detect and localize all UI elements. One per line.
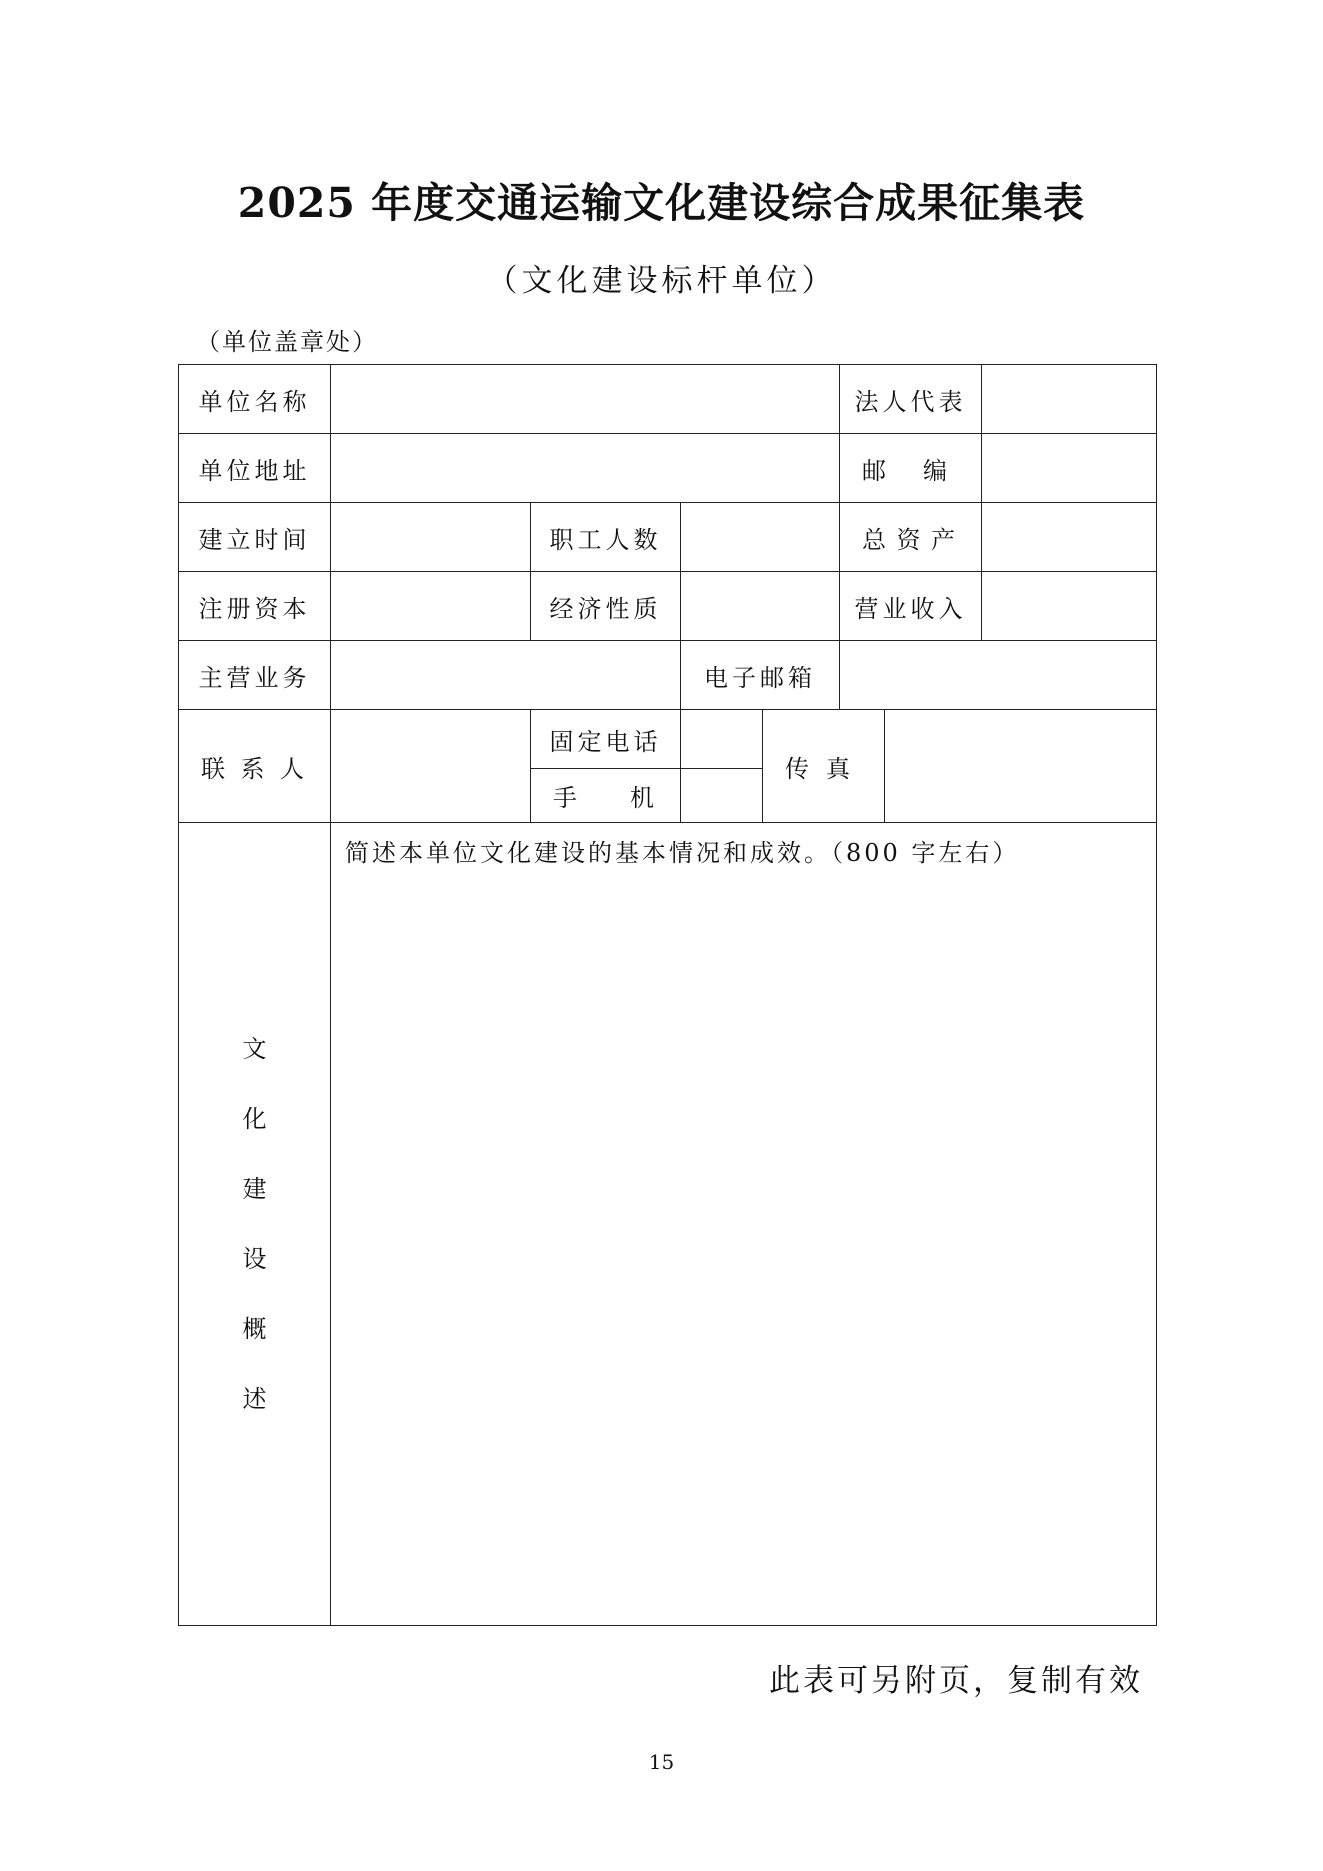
fax-label-char: 真 — [826, 754, 854, 783]
fax-label — [763, 710, 885, 823]
fax-field[interactable] — [885, 710, 1157, 823]
staff-count-field[interactable] — [681, 503, 840, 572]
overview-hint: 简述本单位文化建设的基本情况和成效。（800 字左右） — [345, 839, 1020, 867]
overview-label-char: 化 — [242, 1105, 271, 1133]
overview-label — [179, 823, 331, 1626]
contact-label — [179, 710, 331, 823]
staff-count-label: 职工人数 — [531, 503, 681, 572]
total-assets-label-char: 总 — [862, 525, 890, 554]
mobile-field[interactable] — [681, 769, 763, 823]
mobile-label-char: 机 — [630, 784, 658, 812]
total-assets-label — [840, 503, 982, 572]
total-assets-field[interactable] — [982, 503, 1157, 572]
main-business-field[interactable] — [331, 641, 681, 710]
fax-label-char: 传 — [785, 754, 813, 783]
page-number: 15 — [648, 1750, 675, 1774]
postcode-label — [840, 434, 982, 503]
footer-note: 此表可另附页，复制有效 — [769, 1663, 1143, 1699]
contact-label-char: 联 — [201, 754, 229, 783]
mobile-label — [531, 769, 681, 823]
registered-capital-label: 注册资本 — [179, 572, 331, 641]
overview-field[interactable] — [331, 823, 1157, 1626]
economic-nature-label: 经济性质 — [531, 572, 681, 641]
main-business-label: 主营业务 — [179, 641, 331, 710]
postcode-label-char: 邮 — [862, 456, 890, 485]
overview-label-char: 概 — [242, 1315, 271, 1343]
application-form-table — [178, 364, 1157, 1626]
document-subtitle: （文化建设标杆单位） — [486, 263, 837, 299]
email-field[interactable] — [840, 641, 1157, 710]
overview-label-char: 建 — [242, 1175, 271, 1203]
stamp-note: （单位盖章处） — [196, 328, 378, 356]
registered-capital-field[interactable] — [331, 572, 531, 641]
legal-rep-label: 法人代表 — [840, 365, 982, 434]
founded-field[interactable] — [331, 503, 531, 572]
unit-address-field[interactable] — [331, 434, 840, 503]
unit-name-field[interactable] — [331, 365, 840, 434]
mobile-label-char: 手 — [553, 784, 581, 812]
landline-field[interactable] — [681, 710, 763, 769]
unit-name-label: 单位名称 — [179, 365, 331, 434]
revenue-label: 营业收入 — [840, 572, 982, 641]
postcode-label-char: 编 — [923, 456, 951, 485]
contact-field[interactable] — [331, 710, 531, 823]
overview-label-char: 述 — [242, 1385, 271, 1413]
economic-nature-field[interactable] — [681, 572, 840, 641]
contact-label-char: 系 — [240, 754, 269, 783]
legal-rep-field[interactable] — [982, 365, 1157, 434]
overview-label-char: 设 — [242, 1245, 271, 1273]
landline-label: 固定电话 — [531, 710, 681, 769]
total-assets-label-char: 资 — [896, 525, 925, 554]
unit-address-label: 单位地址 — [179, 434, 331, 503]
total-assets-label-char: 产 — [931, 525, 959, 554]
document-title: 2025 年度交通运输文化建设综合成果征集表 — [237, 179, 1086, 227]
postcode-field[interactable] — [982, 434, 1157, 503]
email-label: 电子邮箱 — [681, 641, 840, 710]
contact-label-char: 人 — [280, 754, 308, 783]
overview-label-char: 文 — [242, 1035, 271, 1063]
founded-label: 建立时间 — [179, 503, 331, 572]
revenue-field[interactable] — [982, 572, 1157, 641]
